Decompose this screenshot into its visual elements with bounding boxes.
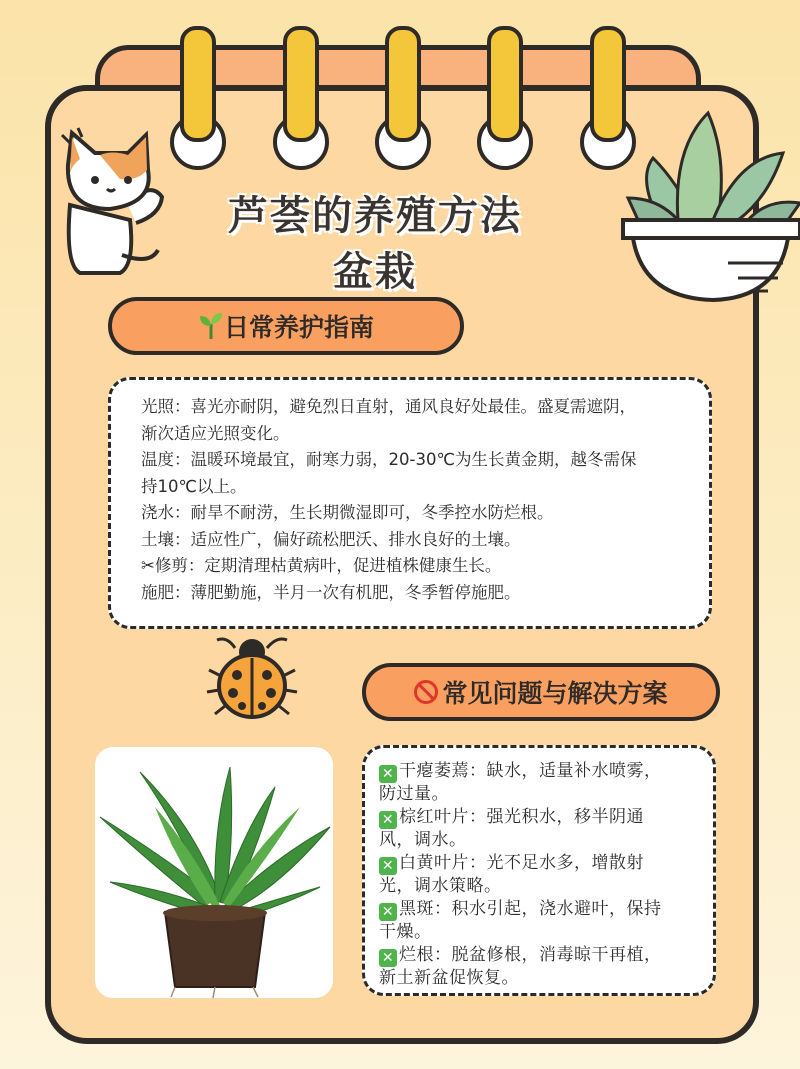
problem-item — [379, 944, 699, 990]
title-line-2: 盆栽 — [333, 249, 417, 295]
binder-ring — [283, 26, 319, 142]
problem-item-line: 干燥。 — [379, 922, 432, 942]
care-line: 施肥：薄肥勤施，半月一次有机肥，冬季暂停施肥。 — [141, 582, 521, 602]
problem-item-line: 光，调水策略。 — [379, 876, 502, 896]
problem-item-line: 白黄叶片：光不足水多，增散射 — [399, 853, 644, 873]
title-line-1: 芦荟的养殖方法 — [228, 193, 522, 239]
cross-mark-icon: ✕ — [379, 903, 397, 921]
problem-item — [379, 760, 699, 806]
cross-mark-icon: ✕ — [379, 811, 397, 829]
seedling-icon — [198, 312, 224, 340]
care-line: 土壤：适应性广，偏好疏松肥沃、排水良好的土壤。 — [141, 529, 521, 549]
care-line: 持10℃以上。 — [141, 476, 247, 496]
binder-ring — [385, 26, 421, 142]
cross-mark-icon: ✕ — [379, 857, 397, 875]
problem-item-line: 新土新盆促恢复。 — [379, 968, 519, 988]
aloe-plant-illustration — [95, 747, 333, 998]
problem-item — [379, 852, 699, 898]
problem-item-line: 风，调水。 — [379, 830, 467, 850]
problem-item-line: 烂根：脱盆修根，消毒晾干再植， — [399, 945, 662, 965]
care-content-box — [108, 377, 712, 629]
problem-item-line: 防过量。 — [379, 784, 449, 804]
ladybug-icon — [205, 630, 300, 722]
problem-content-box — [362, 745, 716, 996]
problem-section-heading — [362, 663, 720, 721]
care-line: 渐次适应光照变化。 — [141, 423, 290, 443]
problem-item-line: 干瘪萎蔫：缺水，适量补水喷雾， — [399, 761, 662, 781]
problem-item-line: 黑斑：积水引起，浇水避叶，保持 — [399, 899, 662, 919]
problem-item-line: 棕红叶片：强光积水，移半阴通 — [399, 807, 644, 827]
problem-heading-label: 常见问题与解决方案 — [442, 679, 668, 708]
problem-item — [379, 806, 699, 852]
prohibited-icon — [414, 680, 438, 704]
aloe-photo — [95, 747, 333, 998]
binder-ring — [487, 26, 523, 142]
care-heading-label: 日常养护指南 — [223, 313, 374, 342]
problem-item — [379, 898, 699, 944]
binder-ring — [180, 26, 216, 142]
cross-mark-icon: ✕ — [379, 765, 397, 783]
care-section-heading — [108, 297, 464, 355]
cross-mark-icon: ✕ — [379, 949, 397, 967]
care-line: ✂修剪：定期清理枯黄病叶，促进植株健康生长。 — [141, 556, 502, 575]
page-title — [0, 188, 750, 300]
care-line: 光照：喜光亦耐阴，避免烈日直射，通风良好处最佳。盛夏需遮阴， — [141, 397, 636, 416]
care-line: 浇水：耐旱不耐涝，生长期微湿即可，冬季控水防烂根。 — [141, 503, 554, 522]
care-line: 温度：温暖环境最宜，耐寒力弱，20-30℃为生长黄金期，越冬需保 — [141, 450, 637, 469]
